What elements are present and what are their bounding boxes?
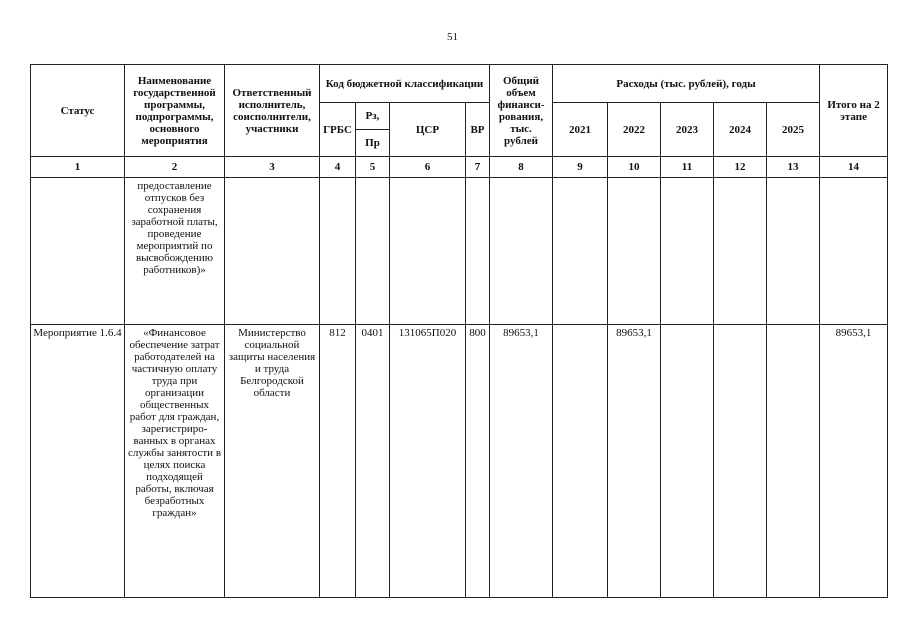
cell-2022: 89653,1 [608, 325, 661, 598]
column-number: 10 [608, 157, 661, 178]
cell-total: 89653,1 [490, 325, 553, 598]
cell-2021 [553, 178, 608, 325]
cell-2025 [767, 325, 820, 598]
header-budget-code: Код бюджетной классификации [320, 65, 490, 103]
column-number: 6 [390, 157, 466, 178]
cell-2023 [661, 178, 714, 325]
header-name: Наименование государственной программы, подпрограммы, основного мероприятия [125, 65, 225, 157]
column-number: 8 [490, 157, 553, 178]
header-expenses: Расходы (тыс. рублей), годы [553, 65, 820, 103]
header-year-2022: 2022 [608, 103, 661, 157]
header-stage-total: Итого на 2 этапе [820, 65, 888, 157]
cell-2023 [661, 325, 714, 598]
column-number: 9 [553, 157, 608, 178]
header-csr: ЦСР [390, 103, 466, 157]
column-number: 5 [356, 157, 390, 178]
cell-name: предоставление отпусков без сохранения заработной платы, проведение мероприятий по высвобождению работников)» [125, 178, 225, 325]
page-number: 51 [447, 31, 458, 43]
cell-responsible [225, 178, 320, 325]
cell-2024 [714, 325, 767, 598]
cell-total [490, 178, 553, 325]
table-row [31, 178, 888, 325]
cell-2025 [767, 178, 820, 325]
column-number: 4 [320, 157, 356, 178]
table-row [31, 325, 888, 598]
column-number: 1 [31, 157, 125, 178]
cell-vr: 800 [466, 325, 490, 598]
column-number: 14 [820, 157, 888, 178]
column-number: 13 [767, 157, 820, 178]
cell-responsible: Министерство социальной защиты населения и труда Белгородской области [225, 325, 320, 598]
header-responsible: Ответственный исполнитель, соисполнители, участники [225, 65, 320, 157]
header-pr: Пр [356, 130, 390, 157]
header-status: Статус [31, 65, 125, 157]
cell-2024 [714, 178, 767, 325]
cell-rzpr: 0401 [356, 325, 390, 598]
cell-2021 [553, 325, 608, 598]
cell-status: Мероприятие 1.6.4 [31, 325, 125, 598]
column-number: 7 [466, 157, 490, 178]
column-number: 12 [714, 157, 767, 178]
cell-csr: 131065П020 [390, 325, 466, 598]
cell-2022 [608, 178, 661, 325]
cell-stage-total [820, 178, 888, 325]
cell-csr [390, 178, 466, 325]
header-row [31, 65, 888, 103]
budget-table [30, 64, 888, 598]
column-number-row [31, 157, 888, 178]
cell-grbs: 812 [320, 325, 356, 598]
header-grbs: ГРБС [320, 103, 356, 157]
header-year-2023: 2023 [661, 103, 714, 157]
cell-stage-total: 89653,1 [820, 325, 888, 598]
header-year-2021: 2021 [553, 103, 608, 157]
cell-status [31, 178, 125, 325]
column-number: 3 [225, 157, 320, 178]
header-rz: Рз, [356, 103, 390, 130]
cell-rzpr [356, 178, 390, 325]
cell-grbs [320, 178, 356, 325]
cell-name: «Финансовое обеспечение затрат работодателей на частичную оплату труда при организации общественных работ для граждан, зарегистриро-ванных в органах службы занятости в целях поиска подходящей работы, включая безработных граждан» [125, 325, 225, 598]
column-number: 2 [125, 157, 225, 178]
column-number: 11 [661, 157, 714, 178]
header-year-2024: 2024 [714, 103, 767, 157]
header-vr: ВР [466, 103, 490, 157]
header-total-volume: Общий объем финанси-рования, тыс. рублей [490, 65, 553, 157]
header-year-2025: 2025 [767, 103, 820, 157]
cell-vr [466, 178, 490, 325]
